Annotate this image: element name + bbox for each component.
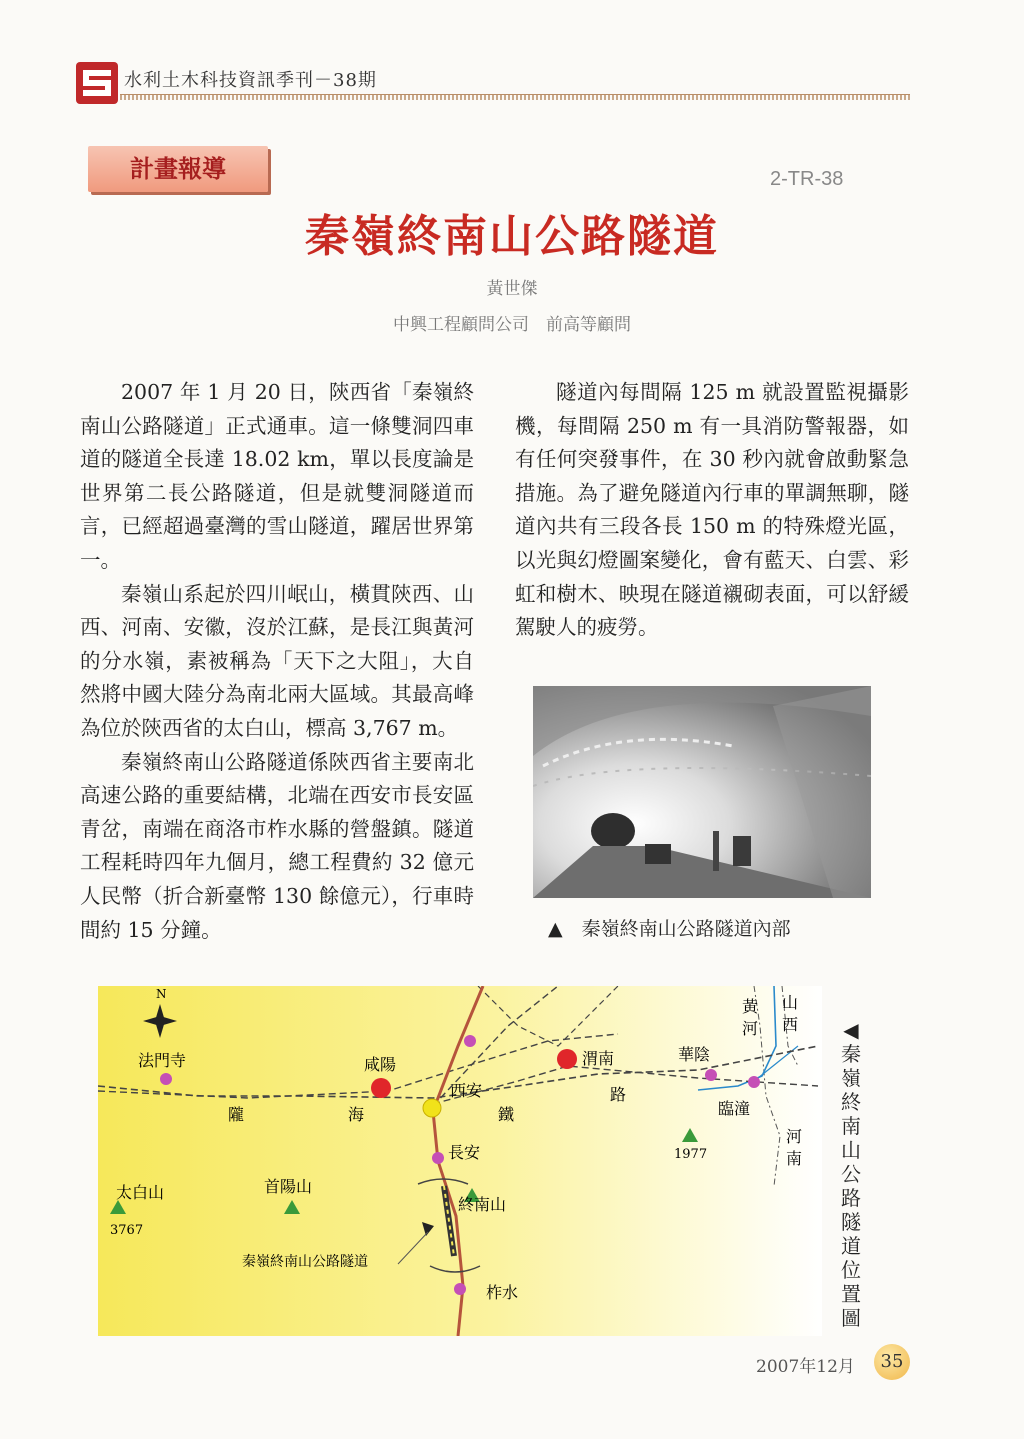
label-tunnel: 秦嶺終南山公路隧道 — [242, 1254, 368, 1270]
label-taibaishan: 太白山 — [116, 1183, 165, 1202]
tunnel-interior-photo — [533, 686, 871, 898]
label-taibai-elevation: 3767 — [110, 1223, 144, 1238]
label-zhongnanshan: 終南山 — [458, 1195, 507, 1214]
paragraph: 2007 年 1 月 20 日，陝西省「秦嶺終南山公路隧道」正式通車。這一條雙洞四車道的隧道全長達 18.02 km，單以長度論是世界第二長公路隧道，但是就雙洞隧道而言，已經超過臺灣的雪山隧道，躍居世界第一。 — [80, 380, 474, 572]
town-dot — [464, 1035, 476, 1047]
city-dot — [423, 1099, 441, 1117]
label-xianyang: 咸陽 — [364, 1055, 397, 1074]
map-title: ◀秦嶺終南山公路隧道位置圖 — [841, 1018, 861, 1330]
label-henan-1: 河 — [786, 1127, 803, 1146]
label-weinan: 渭南 — [582, 1049, 615, 1068]
paragraph: 秦嶺終南山公路隧道係陝西省主要南北高速公路的重要結構，北端在西安市長安區青岔，南端在商洛市柞水縣的營盤鎮。隧道工程耗時四年九個月，總工程費約 32 億元人民幣（折合新臺幣 130 餘億元），行車時間約 15 分鐘。 — [80, 749, 474, 942]
label-rail-3: 鐵 — [498, 1105, 515, 1124]
town-dot — [705, 1069, 717, 1081]
label-shouyangshan: 首陽山 — [264, 1177, 313, 1196]
issue-date: 2007年12月 — [756, 1357, 855, 1377]
right-column — [515, 376, 909, 645]
header-divider — [120, 94, 910, 100]
author-affiliation: 中興工程顧問公司 前高等顧問 — [393, 315, 631, 335]
journal-name: 水利土木科技資訊季刊－38期 — [124, 70, 377, 91]
label-changan: 長安 — [448, 1143, 481, 1162]
label-henan-2: 南 — [786, 1149, 803, 1168]
label-huayin: 華陰 — [678, 1045, 711, 1064]
label-zhashui: 柞水 — [486, 1283, 519, 1302]
north-label: N — [156, 987, 167, 1001]
city-dot — [371, 1078, 391, 1098]
label-rail-1: 隴 — [228, 1105, 245, 1124]
label-shanxi-2: 西 — [782, 1015, 799, 1034]
section-label: 計畫報導 — [88, 146, 268, 192]
paragraph: 隧道內每間隔 125 m 就設置監視攝影機，每間隔 250 m 有一具消防警報器，如有任何突發事件，在 30 秒內就會啟動緊急措施。為了避免隧道內行車的單調無聊，隧道內共有三段各長 150 m 的特殊燈光區，以光與幻燈圖案變化，會有藍天、白雲、彩虹和樹木、映現在隧道襯砌表面，可以舒緩駕駛人的疲勞。 — [515, 380, 909, 640]
label-rail-2: 海 — [348, 1105, 365, 1124]
label-famensi: 法門寺 — [138, 1051, 187, 1070]
article-title: 秦嶺終南山公路隧道 — [305, 211, 719, 262]
left-column — [80, 376, 474, 947]
label-lintong: 臨潼 — [718, 1099, 751, 1118]
town-dot — [432, 1152, 444, 1164]
label-huanghe-1: 黃 — [742, 997, 759, 1016]
journal-logo-icon — [76, 62, 118, 104]
label-shanxi-1: 山 — [782, 993, 799, 1012]
label-huanghe-2: 河 — [742, 1019, 759, 1038]
page-number: 35 — [874, 1344, 910, 1380]
label-xian: 西安 — [450, 1081, 483, 1100]
label-east-elevation: 1977 — [674, 1147, 708, 1162]
location-map — [98, 986, 822, 1336]
town-dot — [748, 1076, 760, 1088]
photo-caption: ▲ 秦嶺終南山公路隧道內部 — [548, 918, 791, 940]
town-dot — [160, 1073, 172, 1085]
paragraph: 秦嶺山系起於四川岷山，橫貫陝西、山西、河南、安徽，沒於江蘇，是長江與黃河的分水嶺，素被稱為「天下之大阻」，大自然將中國大陸分為南北兩大區域。其最高峰為位於陝西省的太白山，標高 3,767 m。 — [80, 581, 474, 740]
label-rail-4: 路 — [610, 1085, 627, 1104]
author-name: 黃世傑 — [486, 279, 538, 299]
town-dot — [454, 1283, 466, 1295]
city-dot — [557, 1049, 577, 1069]
article-code: 2-TR-38 — [770, 168, 844, 190]
